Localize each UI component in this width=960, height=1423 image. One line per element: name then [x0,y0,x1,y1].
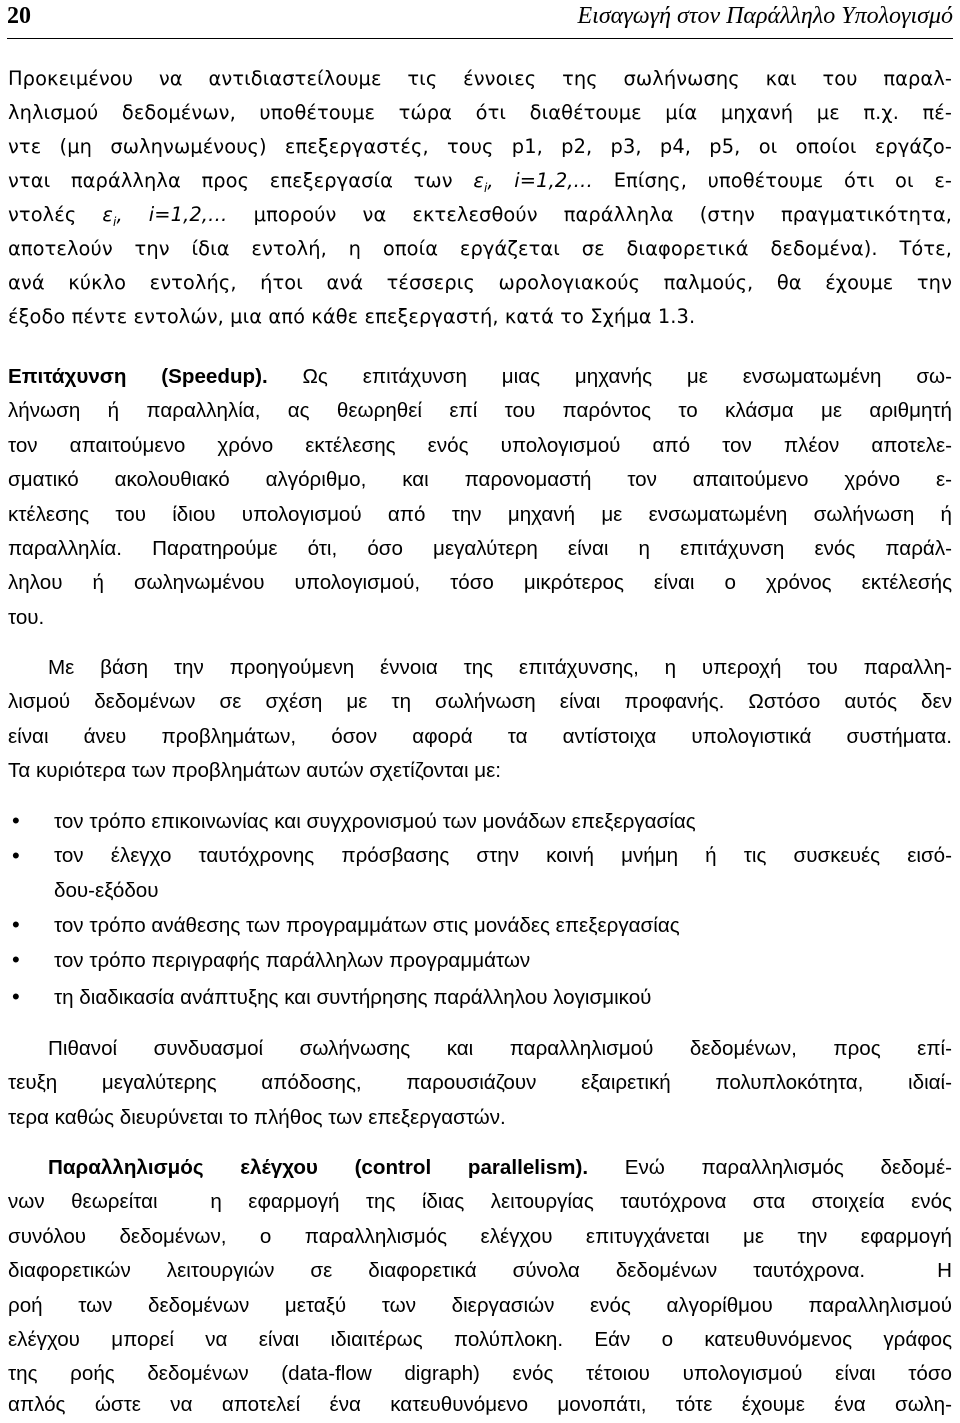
text-line: Πιθανοί συνδυασμοί σωλήνωσης και παραλληλισμού δεδομένων, προς επί- [48,1037,952,1060]
text-line: Με βάση την προηγούμενη έννοια της επιτάχυνσης, η υπεροχή του παραλλη- [48,656,952,679]
text-line: ανά κύκλο εντολής, ήτοι ανά τέσσερις ωρολογιακούς παλμούς, θα έχουμε την [8,271,952,294]
text-line: ληλου ή σωληνωμένου υπολογισμού, τόσο μικρότερος είναι ο χρόνος εκτέλεσής [8,571,952,594]
text-line: ληλισμού δεδομένων, υποθέτουμε τώρα ότι διαθέτουμε μία μηχανή με π.χ. πέ- [8,101,952,124]
text-line: τον απαιτούμενο χρόνο εκτέλεσης ενός υπολογισμού από τον πλέον αποτελε- [8,434,952,457]
text-line: νται παράλληλα προς επεξεργασία των $\varepsilon_i$, i=1,2,… Επίσης, υποθέτουμε ότι οι ε- [8,169,952,195]
page-number: 20 [7,3,31,29]
page-header [7,0,953,39]
text-line: ελέγχου μπορεί να είναι ιδιαιτέρως πολύπλοκη. Εάν ο κατευθυνόμενος γράφος [8,1328,952,1351]
text-line: Προκειμένου να αντιδιαστείλουμε τις έννοιες της σωλήνωσης και του παραλ- [8,67,952,90]
list-item: τον τρόπο ανάθεσης των προγραμμάτων στις μονάδες επεξεργασίας [54,914,680,937]
list-item: τον έλεγχο ταυτόχρονης πρόσβασης στην κοινή μνήμη ή τις συσκευές εισό- [54,844,952,867]
running-title: Εισαγωγή στον Παράλληλο Υπολογισμό [577,3,953,29]
text-line: Τα κυριότερα των προβλημάτων αυτών σχετίζονται με: [8,759,502,782]
text-line: του. [8,606,45,629]
text-line: έξοδο πέντε εντολών, μια από κάθε επεξεργαστή, κατά το Σχήμα 1.3. [8,305,696,328]
text-line: σματικό ακολουθιακό αλγόριθμο, και παρονομαστή τον απαιτούμενο χρόνο ε- [8,468,952,491]
text-line: ντολές $\varepsilon_i$, i=1,2,… μπορούν να εκτελεσθούν παράλληλα (στην πραγματικότητα, [8,203,952,229]
text-line: τερα καθώς διευρύνεται το πλήθος των επεξεργαστών. [8,1106,506,1129]
bullet-icon: • [12,984,20,1009]
text-line: είναι άνευ προβλημάτων, όσον αφορά τα αντίστοιχα υπολογιστικά συστήματα. [8,725,952,748]
section-heading-speedup: Επιτάχυνση (Speedup). [8,365,268,388]
list-item: τον τρόπο περιγραφής παράλληλων προγραμμάτων [54,949,531,972]
text-line: συνόλου δεδομένων, ο παραλληλισμός ελέγχου επιτυγχάνεται με την εφαρμογή [8,1225,952,1248]
text-line: Παραλληλισμός ελέγχου (control parallelism). Ενώ παραλληλισμός δεδομέ- [48,1156,952,1179]
text-line: λήνωση ή παραλληλία, ας θεωρηθεί επί του παρόντος το κλάσμα με αριθμητή [8,399,952,422]
bullet-icon: • [12,947,20,972]
text-line: ντε (μη σωληνωμένους) επεξεργαστές, τους p1, p2, p3, p4, p5, οι οποίοι εργάζο- [8,135,952,158]
text-line: νων θεωρείται η εφαρμογή της ίδιας λειτουργίας ταυτόχρονα στα στοιχεία ενός [8,1190,952,1213]
text-line: κτέλεσης του ίδιου υπολογισμού από την μηχανή με ενσωματωμένη σωλήνωση ή [8,503,952,526]
text-line: ροή των δεδομένων μεταξύ των διεργασιών ενός αλγορίθμου παραλληλισμού [8,1294,952,1317]
list-item: τη διαδικασία ανάπτυξης και συντήρησης παράλληλου λογισμικού [54,986,652,1009]
text-line: παραλληλία. Παρατηρούμε ότι, όσο μεγαλύτερη είναι η επιτάχυνση ενός παράλ- [8,537,952,560]
text-line: απλός ώστε να αποτελεί ένα κατευθυνόμενο μονοπάτι, τότε έχουμε ένα σωλη- [8,1393,952,1416]
text-line: λισμού δεδομένων σε σχέση με τη σωλήνωση είναι προφανής. Ωστόσο αυτός δεν [8,690,952,713]
list-item: τον τρόπο επικοινωνίας και συγχρονισμού των μονάδων επεξεργασίας [54,810,696,833]
text-line: αποτελούν την ίδια εντολή, η οποία εργάζεται σε διαφορετικά δεδομένα). Τότε, [8,237,952,260]
bullet-icon: • [12,843,20,868]
text-line: Επιτάχυνση (Speedup). Ως επιτάχυνση μιας μηχανής με ενσωματωμένη σω- [8,365,952,388]
bullet-icon: • [12,808,20,833]
text-line: τευξη μεγαλύτερης απόδοσης, παρουσιάζουν εξαιρετική πολυπλοκότητα, ιδιαί- [8,1071,952,1094]
section-heading-control-parallelism: Παραλληλισμός ελέγχου (control parallelism). [48,1156,589,1179]
text-line: της ροής δεδομένων (data-flow digraph) ενός τέτοιου υπολογισμού είναι τόσο [8,1362,952,1385]
bullet-icon: • [12,912,20,937]
list-item-continuation: δου-εξόδου [54,879,159,902]
text-line: διαφορετικών λειτουργιών σε διαφορετικά σύνολα δεδομένων ταυτόχρονα. Η [8,1259,952,1282]
